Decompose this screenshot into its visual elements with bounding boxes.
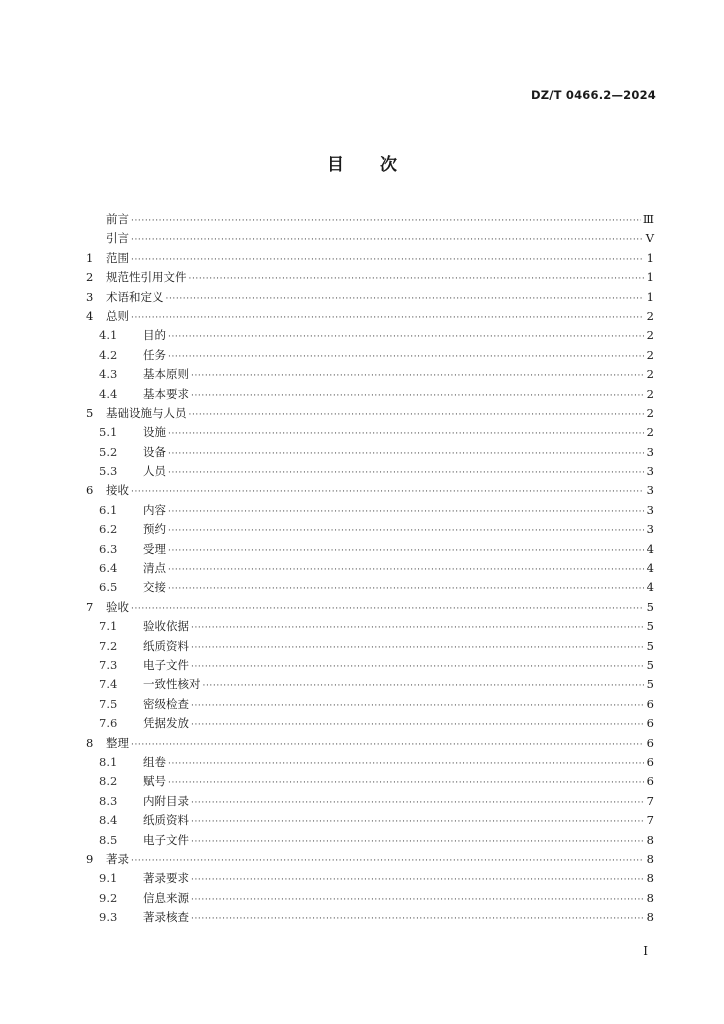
toc-entry-label: 纸质资料 xyxy=(143,813,189,828)
toc-leader-dots xyxy=(168,348,644,367)
toc-entry[interactable] xyxy=(86,307,654,326)
toc-entry-number: 4.2 xyxy=(99,347,118,362)
toc-entry-number: 6.4 xyxy=(99,561,118,576)
toc-entry-page: 3 xyxy=(646,444,654,459)
toc-entry-label: 电子文件 xyxy=(143,832,189,847)
page-title xyxy=(0,150,724,175)
toc-entry-number: 2 xyxy=(86,270,94,285)
toc-entry-page: 2 xyxy=(646,347,654,362)
toc-entry[interactable] xyxy=(86,675,654,694)
toc-entry-label: 整理 xyxy=(106,735,129,750)
toc-entry-page: 4 xyxy=(646,561,654,576)
toc-entry-number: 5.3 xyxy=(99,464,118,479)
toc-entry-page: 7 xyxy=(646,813,654,828)
toc-entry-label: 验收 xyxy=(106,599,129,614)
toc-entry-page: 2 xyxy=(646,425,654,440)
toc-entry[interactable] xyxy=(86,326,654,345)
toc-entry[interactable] xyxy=(86,714,654,733)
toc-entry[interactable] xyxy=(86,501,654,520)
toc-entry-number: 9.3 xyxy=(99,910,118,925)
toc-entry-number: 4.1 xyxy=(99,328,118,343)
toc-entry-label: 预约 xyxy=(143,522,166,537)
toc-entry-page: 3 xyxy=(646,502,654,517)
toc-entry-number: 6.1 xyxy=(99,502,118,517)
toc-entry-page: 4 xyxy=(646,541,654,556)
toc-entry-label: 一致性核对 xyxy=(143,677,201,692)
toc-entry[interactable] xyxy=(86,404,654,423)
toc-entry-number: 9.2 xyxy=(99,890,118,905)
toc-entry-label: 术语和定义 xyxy=(106,289,164,304)
toc-leader-dots xyxy=(166,290,645,309)
toc-entry[interactable] xyxy=(86,792,654,811)
toc-entry-number: 7.2 xyxy=(99,638,118,653)
toc-entry-label: 范围 xyxy=(106,250,129,265)
toc-entry-page: 8 xyxy=(646,832,654,847)
page-number: I xyxy=(643,944,648,958)
toc-entry-page: 5 xyxy=(646,657,654,672)
toc-leader-dots xyxy=(168,774,644,793)
toc-entry-page: 1 xyxy=(646,250,654,265)
toc-entry-label: 接收 xyxy=(106,483,129,498)
toc-entry-number: 6.5 xyxy=(99,580,118,595)
toc-leader-dots xyxy=(191,891,644,910)
toc-entry-number: 7.5 xyxy=(99,696,118,711)
toc-entry[interactable] xyxy=(86,249,654,268)
toc-entry-number: 9 xyxy=(86,851,94,866)
toc-leader-dots xyxy=(191,658,644,677)
toc-entry-number: 8.2 xyxy=(99,774,118,789)
toc-entry-page: 2 xyxy=(646,386,654,401)
toc-entry-number: 8.3 xyxy=(99,793,118,808)
toc-leader-dots xyxy=(168,425,644,444)
toc-entry-label: 赋号 xyxy=(143,774,166,789)
toc-entry-page: 4 xyxy=(646,580,654,595)
toc-leader-dots xyxy=(189,270,645,289)
toc-leader-dots xyxy=(191,367,644,386)
toc-entry[interactable] xyxy=(86,850,654,869)
toc-entry-page: Ⅴ xyxy=(645,231,654,246)
toc-entry[interactable] xyxy=(86,443,654,462)
toc-entry[interactable] xyxy=(86,772,654,791)
toc-leader-dots xyxy=(189,406,645,425)
toc-entry-number: 6 xyxy=(86,483,94,498)
toc-entry-number: 8.5 xyxy=(99,832,118,847)
toc-entry-number: 8 xyxy=(86,735,94,750)
toc-entry-page: 6 xyxy=(646,696,654,711)
toc-entry-page: 8 xyxy=(646,851,654,866)
toc-entry[interactable] xyxy=(86,385,654,404)
toc-leader-dots xyxy=(191,716,644,735)
toc-leader-dots xyxy=(131,309,644,328)
toc-entry-label: 组卷 xyxy=(143,754,166,769)
toc-entry-page: 2 xyxy=(646,367,654,382)
toc-entry-page: 5 xyxy=(646,619,654,634)
toc-entry-label: 基本要求 xyxy=(143,386,189,401)
toc-entry-label: 人员 xyxy=(143,464,166,479)
toc-entry-number: 8.1 xyxy=(99,754,118,769)
toc-entry[interactable] xyxy=(86,229,654,248)
toc-leader-dots xyxy=(203,677,645,696)
toc-entry-number: 6.3 xyxy=(99,541,118,556)
toc-entry-number: 9.1 xyxy=(99,871,118,886)
toc-entry-label: 内容 xyxy=(143,502,166,517)
toc-leader-dots xyxy=(191,813,644,832)
toc-entry-page: 8 xyxy=(646,910,654,925)
toc-leader-dots xyxy=(191,639,644,658)
toc-entry[interactable] xyxy=(86,346,654,365)
toc-entry-number: 4.3 xyxy=(99,367,118,382)
toc-entry-label: 基础设施与人员 xyxy=(106,405,187,420)
toc-entry-label: 密级检查 xyxy=(143,696,189,711)
toc-entry-label: 电子文件 xyxy=(143,657,189,672)
toc-entry[interactable] xyxy=(86,831,654,850)
toc-entry-page: 6 xyxy=(646,754,654,769)
toc-entry-label: 前言 xyxy=(106,212,129,226)
toc-entry-label: 信息来源 xyxy=(143,890,189,905)
toc-entry[interactable] xyxy=(86,598,654,617)
toc-entry-number: 1 xyxy=(86,250,94,265)
toc-leader-dots xyxy=(131,852,644,871)
toc-leader-dots xyxy=(168,445,644,464)
toc-entry[interactable] xyxy=(86,908,654,927)
toc-entry-number: 4.4 xyxy=(99,386,118,401)
toc-entry[interactable] xyxy=(86,210,654,229)
toc-entry-number: 5.2 xyxy=(99,444,118,459)
toc-leader-dots xyxy=(168,522,644,541)
toc-entry-number: 7 xyxy=(86,599,94,614)
toc-leader-dots xyxy=(168,580,644,599)
toc-entry[interactable] xyxy=(86,656,654,675)
toc-entry-label: 清点 xyxy=(143,561,166,576)
toc-leader-dots xyxy=(131,251,644,270)
toc-entry[interactable] xyxy=(86,734,654,753)
toc-entry-label: 引言 xyxy=(106,231,129,246)
toc-entry-number: 7.3 xyxy=(99,657,118,672)
toc-leader-dots xyxy=(191,697,644,716)
toc-entry[interactable] xyxy=(86,288,654,307)
toc-leader-dots xyxy=(168,328,644,347)
toc-entry-number: 7.6 xyxy=(99,716,118,731)
toc-leader-dots xyxy=(168,464,644,483)
toc-entry-page: 3 xyxy=(646,464,654,479)
toc-entry-number: 7.4 xyxy=(99,677,118,692)
toc-entry-page: 2 xyxy=(646,308,654,323)
toc-leader-dots xyxy=(191,794,644,813)
table-of-contents xyxy=(86,210,654,927)
toc-entry-page: 3 xyxy=(646,522,654,537)
toc-entry-page: 2 xyxy=(646,405,654,420)
toc-entry-label: 任务 xyxy=(143,347,166,362)
toc-entry-label: 著录核查 xyxy=(143,910,189,925)
title-char-1: 目 xyxy=(327,155,344,175)
toc-entry[interactable] xyxy=(86,869,654,888)
toc-entry-page: 2 xyxy=(646,328,654,343)
toc-entry-label: 著录 xyxy=(106,851,129,866)
title-char-2: 次 xyxy=(380,155,397,175)
toc-entry-label: 交接 xyxy=(143,580,166,595)
toc-leader-dots xyxy=(191,833,644,852)
toc-entry-page: 1 xyxy=(646,289,654,304)
toc-entry[interactable] xyxy=(86,889,654,908)
toc-leader-dots xyxy=(131,736,644,755)
toc-entry-label: 设施 xyxy=(143,425,166,440)
toc-entry-label: 内附目录 xyxy=(143,793,189,808)
toc-entry[interactable] xyxy=(86,753,654,772)
toc-entry[interactable] xyxy=(86,695,654,714)
toc-entry[interactable] xyxy=(86,617,654,636)
toc-entry-label: 目的 xyxy=(143,328,166,343)
toc-leader-dots xyxy=(168,561,644,580)
toc-entry[interactable] xyxy=(86,462,654,481)
toc-leader-dots xyxy=(168,503,644,522)
toc-entry-page: 7 xyxy=(646,793,654,808)
toc-leader-dots xyxy=(168,755,644,774)
toc-entry[interactable] xyxy=(86,540,654,559)
document-code: DZ/T 0466.2—2024 xyxy=(530,88,656,102)
toc-entry[interactable] xyxy=(86,365,654,384)
toc-entry-page: 1 xyxy=(646,270,654,285)
toc-entry-page: 5 xyxy=(646,638,654,653)
toc-entry-page: 8 xyxy=(646,871,654,886)
toc-entry-page: 6 xyxy=(646,774,654,789)
toc-entry-label: 纸质资料 xyxy=(143,638,189,653)
toc-entry[interactable] xyxy=(86,423,654,442)
toc-entry-page: 5 xyxy=(646,599,654,614)
toc-entry-page: 6 xyxy=(646,735,654,750)
toc-entry-number: 3 xyxy=(86,289,94,304)
toc-entry[interactable] xyxy=(86,520,654,539)
toc-entry-page: 3 xyxy=(646,483,654,498)
toc-leader-dots xyxy=(131,212,641,231)
toc-entry-label: 总则 xyxy=(106,308,129,323)
toc-entry-label: 著录要求 xyxy=(143,871,189,886)
toc-entry-number: 5.1 xyxy=(99,425,118,440)
toc-entry-page: 6 xyxy=(646,716,654,731)
toc-leader-dots xyxy=(191,910,644,929)
toc-entry[interactable] xyxy=(86,578,654,597)
toc-entry-page: Ⅲ xyxy=(642,212,654,226)
toc-leader-dots xyxy=(168,542,644,561)
toc-entry-label: 受理 xyxy=(143,541,166,556)
toc-entry-label: 凭据发放 xyxy=(143,716,189,731)
toc-entry-label: 基本原则 xyxy=(143,367,189,382)
toc-leader-dots xyxy=(191,871,644,890)
toc-leader-dots xyxy=(131,231,644,250)
toc-leader-dots xyxy=(131,483,644,502)
toc-entry[interactable] xyxy=(86,268,654,287)
toc-entry-page: 5 xyxy=(646,677,654,692)
toc-entry-label: 验收依据 xyxy=(143,619,189,634)
toc-leader-dots xyxy=(131,600,644,619)
toc-entry[interactable] xyxy=(86,559,654,578)
toc-entry-number: 5 xyxy=(86,405,94,420)
toc-entry[interactable] xyxy=(86,637,654,656)
toc-entry-page: 8 xyxy=(646,890,654,905)
toc-entry-label: 规范性引用文件 xyxy=(106,270,187,285)
toc-entry-number: 4 xyxy=(86,308,94,323)
toc-leader-dots xyxy=(191,619,644,638)
toc-leader-dots xyxy=(191,387,644,406)
toc-entry[interactable] xyxy=(86,811,654,830)
toc-entry-number: 8.4 xyxy=(99,813,118,828)
toc-entry-label: 设备 xyxy=(143,444,166,459)
toc-entry-number: 7.1 xyxy=(99,619,118,634)
toc-entry-number: 6.2 xyxy=(99,522,118,537)
toc-entry[interactable] xyxy=(86,481,654,500)
